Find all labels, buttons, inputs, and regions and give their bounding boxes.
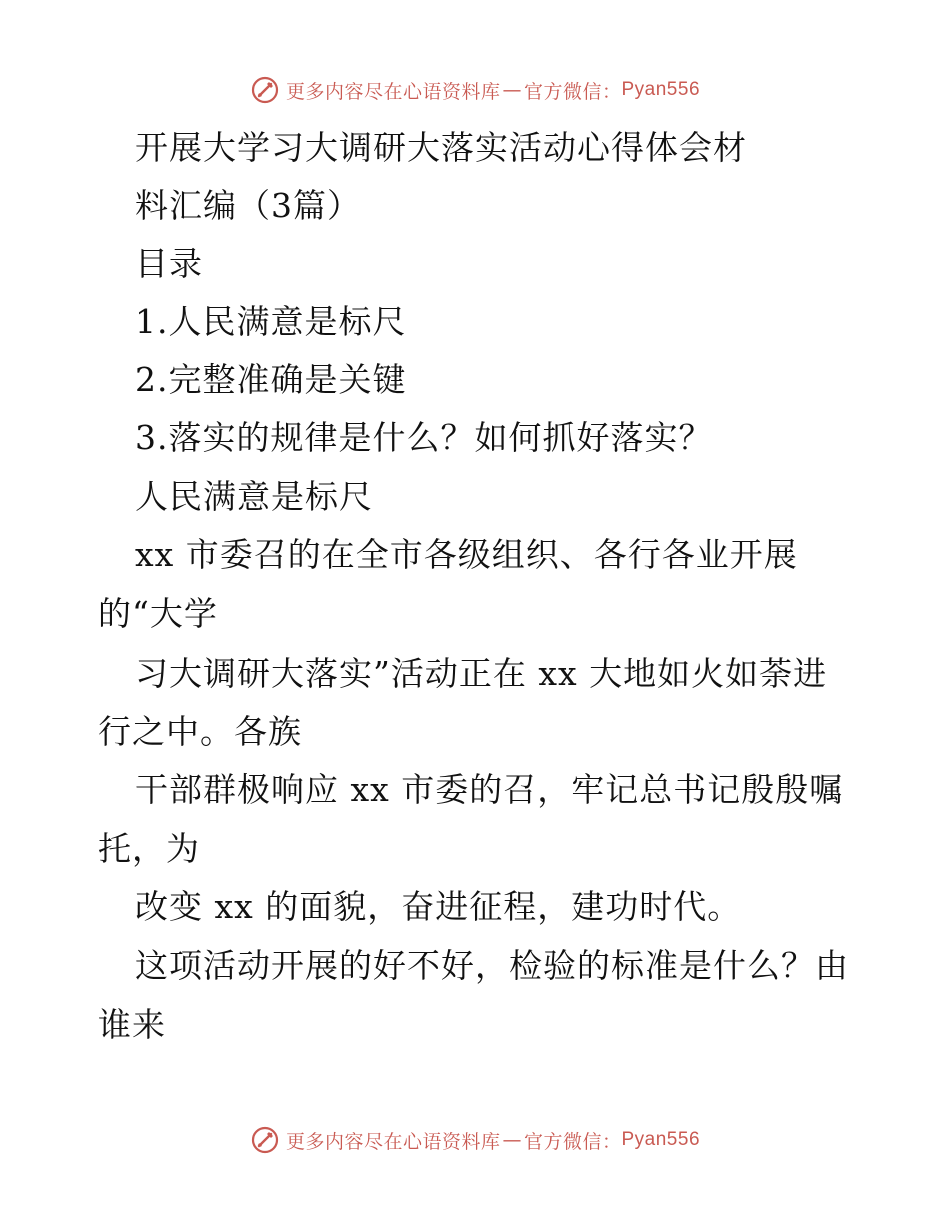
quill-seal-icon bbox=[250, 1125, 280, 1155]
watermark-text: 更多内容尽在心语资料库 bbox=[285, 1130, 501, 1153]
body-line-7: 改变 xx 的面貌，奋进征程，建功时代。 bbox=[135, 887, 742, 926]
toc-heading: 目录 bbox=[135, 244, 203, 283]
body-line-6: 托，为 bbox=[98, 829, 200, 868]
toc-item-3: 3.落实的规律是什么？如何抓好落实？ bbox=[135, 418, 713, 457]
quill-seal-icon bbox=[250, 75, 280, 105]
body-line-3: 习大调研大落实”活动正在 xx 大地如火如荼进 bbox=[135, 654, 828, 693]
watermark-wechat-id: Pyan556 bbox=[621, 1129, 701, 1150]
footer-watermark bbox=[0, 1120, 950, 1160]
header-watermark bbox=[0, 70, 950, 110]
toc-item-1: 1.人民满意是标尺 bbox=[135, 302, 407, 341]
watermark-text: 更多内容尽在心语资料库 bbox=[285, 80, 501, 103]
body-line-8: 这项活动开展的好不好，检验的标准是什么？由 bbox=[135, 946, 849, 985]
watermark-separator: — bbox=[502, 79, 522, 101]
body-line-1: xx 市委召的在全市各级组织、各行各业开展 bbox=[135, 535, 798, 574]
body-line-5: 干部群极响应 xx 市委的召，牢记总书记殷殷嘱 bbox=[135, 770, 844, 809]
body-line-9: 谁来 bbox=[98, 1005, 166, 1044]
document-title-line-1: 开展大学习大调研大落实活动心得体会材 bbox=[135, 128, 747, 167]
watermark-separator: — bbox=[502, 1129, 522, 1151]
document-title-line-2: 料汇编（3篇） bbox=[135, 186, 361, 225]
body-line-2: 的“大学 bbox=[98, 594, 218, 633]
body-line-4: 行之中。各族 bbox=[98, 712, 302, 751]
toc-item-2: 2.完整准确是关键 bbox=[135, 360, 407, 399]
watermark-wechat-label: 官方微信： bbox=[523, 1130, 622, 1153]
watermark-wechat-label: 官方微信： bbox=[523, 80, 622, 103]
section-heading: 人民满意是标尺 bbox=[135, 477, 373, 516]
watermark-wechat-id: Pyan556 bbox=[621, 79, 701, 100]
